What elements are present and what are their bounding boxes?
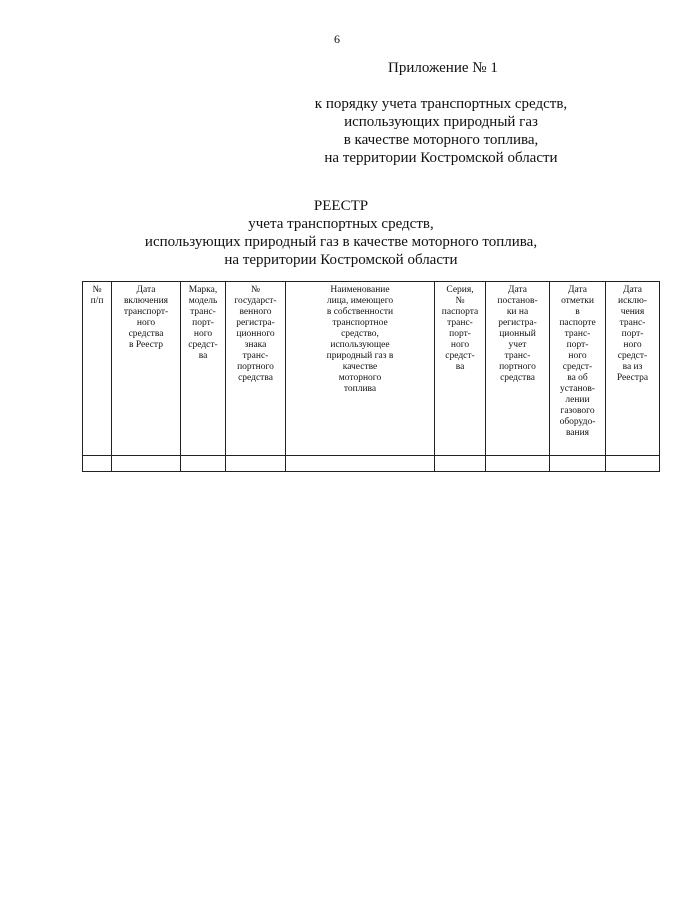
column-header-gas-equipment-date: Дата отметки в паспорте транс- порт- ного средст- ва об установ- лении газового оборудо- вания: [550, 282, 606, 456]
column-header-owner-name: Наименование лица, имеющего в собственности транспортное средство, использующее природный газ в качестве моторного топлива: [286, 282, 435, 456]
table-cell: [226, 456, 286, 472]
registry-heading-title: РЕЕСТР: [313, 198, 369, 214]
registry-heading-line: учета транспортных средств,: [248, 216, 434, 232]
appendix-reference-line: к порядку учета транспортных средств,: [314, 96, 568, 112]
column-header-registration-plate: № государст- венного регистра- ционного знака транс- портного средства: [226, 282, 286, 456]
table-header-row: [83, 282, 660, 456]
registry-heading: [0, 197, 682, 269]
appendix-reference-line: использующих природный газ: [344, 114, 538, 130]
registry-heading-line: на территории Костромской области: [224, 252, 458, 268]
table-cell: [286, 456, 435, 472]
table-cell: [83, 456, 112, 472]
table-cell: [112, 456, 181, 472]
table-cell: [486, 456, 550, 472]
column-header-registration-date: Дата постанов- ки на регистра- ционный учет транс- портного средства: [486, 282, 550, 456]
column-header-exclusion-date: Дата исклю- чения транс- порт- ного средст- ва из Реестра: [606, 282, 660, 456]
registry-table: [82, 281, 660, 472]
appendix-title: Приложение № 1: [388, 60, 498, 76]
column-header-inclusion-date: Дата включения транспорт- ного средства в Реестр: [112, 282, 181, 456]
appendix-reference: [300, 95, 582, 167]
table-cell: [181, 456, 226, 472]
registry-heading-line: использующих природный газ в качестве моторного топлива,: [144, 234, 538, 250]
column-header-number: № п/п: [83, 282, 112, 456]
appendix-reference-line: на территории Костромской области: [324, 150, 558, 166]
table-cell: [550, 456, 606, 472]
table-row: [83, 456, 660, 472]
table-cell: [435, 456, 486, 472]
table-cell: [606, 456, 660, 472]
appendix-reference-line: в качестве моторного топлива,: [343, 132, 539, 148]
page-number: 6: [334, 32, 340, 46]
column-header-passport-series: Серия, № паспорта транс- порт- ного средст- ва: [435, 282, 486, 456]
column-header-make-model: Марка, модель транс- порт- ного средст- ва: [181, 282, 226, 456]
